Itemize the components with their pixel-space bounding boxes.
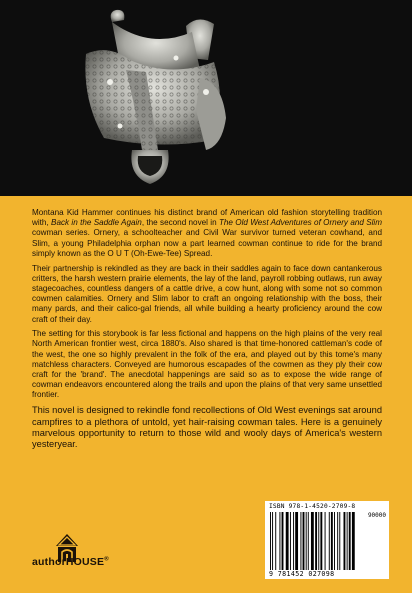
top-image-panel <box>0 0 412 196</box>
isbn-number: ISBN 978-1-4520-2709-8 <box>269 503 356 510</box>
description-paragraph: Montana Kid Hammer continues his distinct brand of American old fashion storytelling tradition with, Back in the Saddle Again, the second novel in The Old West Adventures of Ornery and Slim cowman series. Ornery, a schoolteacher and Civil War survivor turned veteran cowhand, and Slim, a young Philadelphia orphan now a part learned cowman continue to ride for the brand simply known as the O U T (Oh-Ewe-Tee) Spread. <box>32 208 382 258</box>
barcode-bars <box>269 512 385 570</box>
back-cover-description <box>32 208 382 455</box>
house-logo-icon <box>30 518 104 578</box>
ean-digits: 9 781452 027098 <box>269 570 335 578</box>
isbn-barcode <box>265 501 389 579</box>
price-code: 90000 <box>367 512 386 519</box>
description-paragraph: Their partnership is rekindled as they are back in their saddles again to face down cantankerous critters, the harsh western prairie elements, the lay of the land, payroll robbing outlaws, run away stagecoaches, countless dangers of a cattle drive, a cow hunt, along with some not so common cowmen calamities. Ornery and Slim labor to craft an ongoing relationship with the boss, their many pards, and their calico-gal friends, all while building a hearty proficiency around the cow craft of their day. <box>32 263 382 324</box>
saddle-illustration <box>0 0 412 196</box>
publisher-logo-text: authorHOUSE® <box>32 556 109 568</box>
description-paragraph: This novel is designed to rekindle fond recollections of Old West evenings sat around campfires to a plethora of untold, yet hair-raising cowman tales. Here is a genuinely marvelous opportunity to return to those wild and wooly days of America's western yesteryear. <box>32 405 382 450</box>
description-paragraph: The setting for this storybook is far less fictional and happens on the high plains of the very real North American frontier west, circa 1880's. Also shared is that time-honored cattleman's code of the west, the one so highly prevalent in the folk of the era, and played out by this tome's many matchless characters. Conveyed are humorous escapades of the cowmen as they ply their cow craft for the 'brand'. The anecdotal happenings are said so as to expose the wide range of cowman endeavors encountered along the trails and upon the plains of that very same unsettled frontier. <box>32 329 382 400</box>
